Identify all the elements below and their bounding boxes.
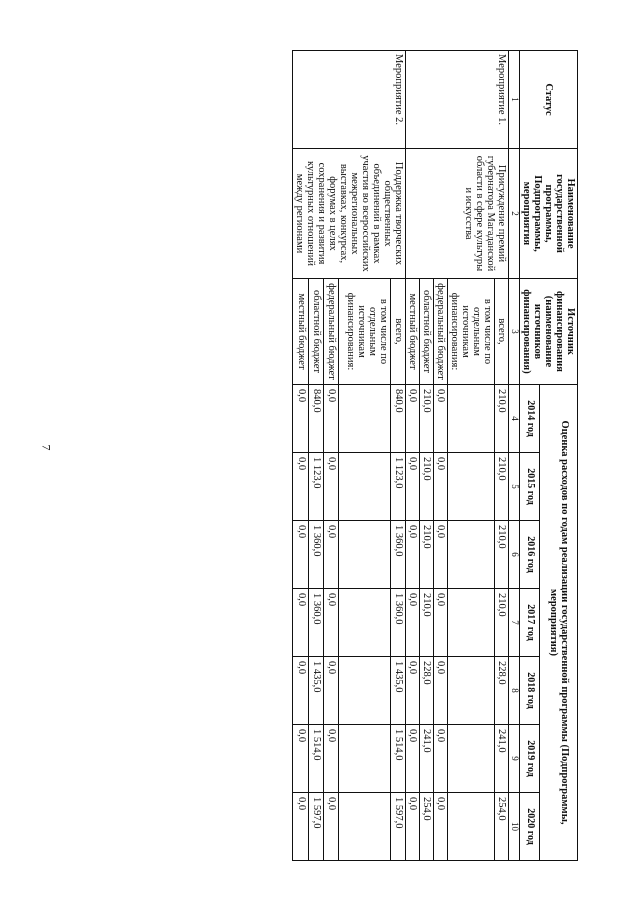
value-cell: 1 123,0 <box>308 453 323 521</box>
value-cell: 0,0 <box>323 725 338 793</box>
value-cell: 0,0 <box>323 657 338 725</box>
source-cell: в том числе по отдельным источникам финансирования: <box>448 279 495 385</box>
value-cell: 210,0 <box>420 453 434 521</box>
value-cell <box>339 589 391 657</box>
value-cell: 0,0 <box>323 453 338 521</box>
value-cell: 1 597,0 <box>390 793 405 861</box>
value-cell: 0,0 <box>434 521 448 589</box>
activity-name: Поддержка творческих общественных объединений в рамках участия во всероссийских межрегиональных выставках, конкурсах, форумах в целях сохранения и развития культурных отношений между регионами <box>293 149 406 279</box>
value-cell <box>339 521 391 589</box>
value-cell: 210,0 <box>420 521 434 589</box>
budget-sheet <box>52 50 578 860</box>
value-cell: 0,0 <box>293 589 308 657</box>
value-cell <box>339 385 391 453</box>
value-cell: 0,0 <box>434 385 448 453</box>
column-index: 10 <box>509 793 519 861</box>
value-cell: 1 123,0 <box>390 453 405 521</box>
value-cell: 0,0 <box>293 453 308 521</box>
value-cell: 0,0 <box>406 725 420 793</box>
header-row <box>540 51 578 861</box>
value-cell: 0,0 <box>293 793 308 861</box>
name-header: Наименование государственной программы, Подпрограммы, мероприятия <box>519 149 577 279</box>
value-cell: 210,0 <box>420 589 434 657</box>
value-cell: 0,0 <box>293 725 308 793</box>
year-header: 2020 год <box>519 793 539 861</box>
year-header: 2016 год <box>519 521 539 589</box>
value-cell <box>448 385 495 453</box>
value-cell: 0,0 <box>434 453 448 521</box>
value-cell: 0,0 <box>434 657 448 725</box>
value-cell: 210,0 <box>420 385 434 453</box>
source-cell: всего, <box>495 279 509 385</box>
value-cell: 840,0 <box>308 385 323 453</box>
value-cell: 210,0 <box>495 453 509 521</box>
column-index: 5 <box>509 453 519 521</box>
value-cell: 1 514,0 <box>308 725 323 793</box>
value-cell: 1 435,0 <box>390 657 405 725</box>
value-cell <box>339 725 391 793</box>
table-row <box>390 51 405 861</box>
value-cell <box>339 793 391 861</box>
value-cell: 0,0 <box>323 385 338 453</box>
column-index: 8 <box>509 657 519 725</box>
value-cell: 1 514,0 <box>390 725 405 793</box>
value-cell <box>448 793 495 861</box>
column-index: 4 <box>509 385 519 453</box>
value-cell <box>448 589 495 657</box>
year-header: 2014 год <box>519 385 539 453</box>
status-header: Статус <box>519 51 577 149</box>
value-cell: 0,0 <box>406 793 420 861</box>
value-cell <box>448 521 495 589</box>
source-header: Источник финансирования (наименование источников финансирования) <box>519 279 577 385</box>
value-cell: 1 360,0 <box>308 589 323 657</box>
activity-status: Мероприятие 2. <box>293 51 406 149</box>
value-cell: 0,0 <box>406 657 420 725</box>
value-cell: 0,0 <box>406 453 420 521</box>
source-cell: всего, <box>390 279 405 385</box>
activity-status: Мероприятие 1. <box>406 51 509 149</box>
value-cell: 0,0 <box>406 589 420 657</box>
column-index-row <box>509 51 519 861</box>
value-cell: 254,0 <box>495 793 509 861</box>
source-cell: местный бюджет <box>406 279 420 385</box>
value-cell: 241,0 <box>495 725 509 793</box>
value-cell: 0,0 <box>323 793 338 861</box>
value-cell <box>448 657 495 725</box>
value-cell: 228,0 <box>495 657 509 725</box>
year-header: 2015 год <box>519 453 539 521</box>
source-cell: в том числе по отдельным источникам финансирования: <box>339 279 391 385</box>
value-cell <box>339 657 391 725</box>
value-cell: 228,0 <box>420 657 434 725</box>
value-cell: 210,0 <box>495 385 509 453</box>
value-cell: 840,0 <box>390 385 405 453</box>
column-index: 9 <box>509 725 519 793</box>
value-cell: 0,0 <box>406 521 420 589</box>
value-cell: 254,0 <box>420 793 434 861</box>
value-cell: 1 360,0 <box>390 521 405 589</box>
value-cell: 1 435,0 <box>308 657 323 725</box>
column-index: 2 <box>509 149 519 279</box>
estimate-header: Оценка расходов по годам реализации государственной программы (Подпрограммы, мероприятия) <box>540 385 578 861</box>
column-index: 7 <box>509 589 519 657</box>
activity-name: Присуждение премий губернатора Магаданской области в сфере культуры и искусства <box>406 149 509 279</box>
value-cell: 210,0 <box>495 589 509 657</box>
value-cell: 0,0 <box>293 521 308 589</box>
table-row <box>495 51 509 861</box>
page-number: 7 <box>39 444 54 451</box>
source-cell: федеральный бюджет <box>323 279 338 385</box>
source-cell: областной бюджет <box>420 279 434 385</box>
source-cell: местный бюджет <box>293 279 308 385</box>
value-cell: 0,0 <box>323 521 338 589</box>
value-cell <box>448 453 495 521</box>
column-index: 6 <box>509 521 519 589</box>
value-cell: 0,0 <box>293 385 308 453</box>
value-cell: 1 360,0 <box>390 589 405 657</box>
year-header: 2017 год <box>519 589 539 657</box>
value-cell: 0,0 <box>406 385 420 453</box>
source-cell: областной бюджет <box>308 279 323 385</box>
value-cell: 0,0 <box>434 725 448 793</box>
column-index: 1 <box>509 51 519 149</box>
value-cell: 241,0 <box>420 725 434 793</box>
source-cell: федеральный бюджет <box>434 279 448 385</box>
column-index: 3 <box>509 279 519 385</box>
year-header: 2019 год <box>519 725 539 793</box>
year-header: 2018 год <box>519 657 539 725</box>
value-cell: 210,0 <box>495 521 509 589</box>
value-cell: 0,0 <box>323 589 338 657</box>
budget-table <box>292 50 578 861</box>
value-cell <box>448 725 495 793</box>
value-cell: 0,0 <box>293 657 308 725</box>
value-cell: 0,0 <box>434 793 448 861</box>
value-cell: 0,0 <box>434 589 448 657</box>
value-cell: 1 360,0 <box>308 521 323 589</box>
value-cell: 1 597,0 <box>308 793 323 861</box>
value-cell <box>339 453 391 521</box>
